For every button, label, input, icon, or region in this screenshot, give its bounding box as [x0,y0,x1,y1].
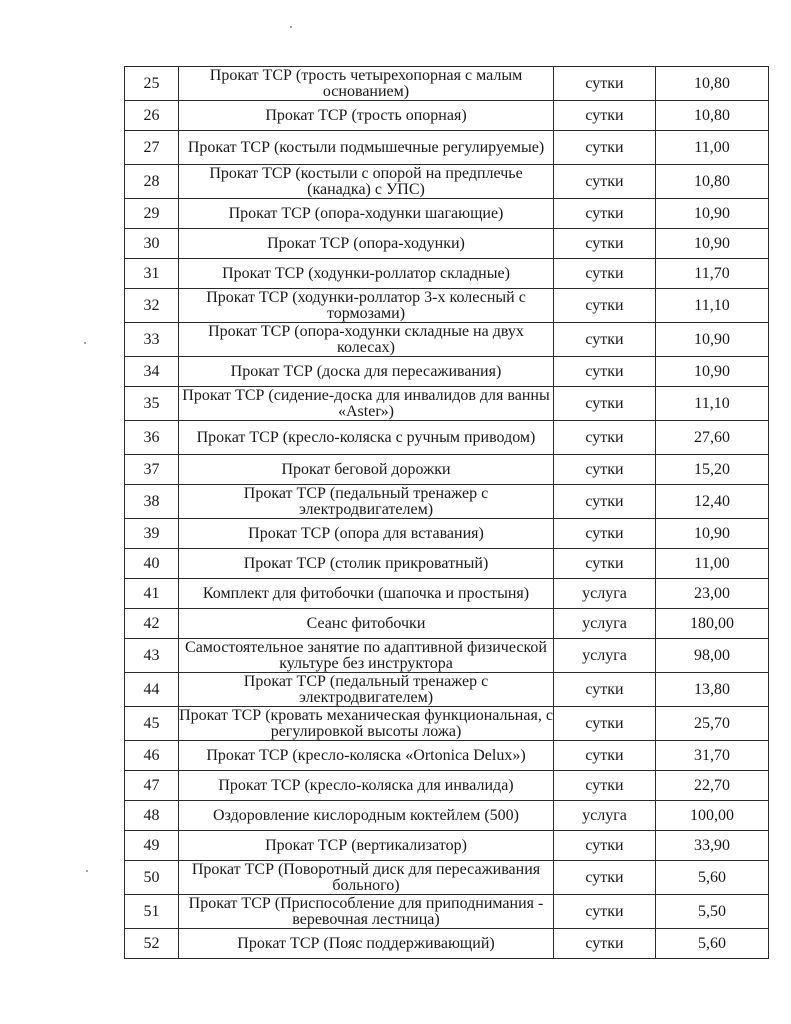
price-cell: 10,80 [656,67,769,101]
price-cell: 22,70 [656,771,769,801]
price-cell: 5,60 [656,929,769,959]
price-cell: 11,10 [656,289,769,323]
service-name-cell: Прокат ТСР (костыли подмышечные регулируемые) [179,131,554,165]
row-number-cell: 27 [125,131,179,165]
row-number-cell: 33 [125,323,179,357]
row-number-cell: 50 [125,861,179,895]
scan-speck [290,26,292,28]
service-name-cell: Прокат ТСР (опора-ходунки складные на двух колесах) [179,323,554,357]
table-row [125,771,769,801]
unit-cell: сутки [554,199,656,229]
price-cell: 5,60 [656,861,769,895]
table-row [125,707,769,741]
row-number-cell: 49 [125,831,179,861]
unit-cell: сутки [554,831,656,861]
row-number-cell: 32 [125,289,179,323]
unit-cell: услуга [554,639,656,673]
unit-cell: сутки [554,421,656,455]
price-cell: 180,00 [656,609,769,639]
table-row [125,639,769,673]
price-cell: 33,90 [656,831,769,861]
table-row [125,609,769,639]
table-row [125,549,769,579]
row-number-cell: 36 [125,421,179,455]
table-row [125,323,769,357]
service-name-cell: Прокат ТСР (Приспособление для приподнимания - веревочная лестница) [179,895,554,929]
unit-cell: услуга [554,609,656,639]
table-row [125,289,769,323]
table-row [125,165,769,199]
table-row [125,229,769,259]
service-name-cell: Прокат ТСР (трость четырехопорная с малым основанием) [179,67,554,101]
price-cell: 27,60 [656,421,769,455]
table-row [125,579,769,609]
service-name-cell: Прокат ТСР (Пояс поддерживающий) [179,929,554,959]
table-row [125,801,769,831]
unit-cell: сутки [554,485,656,519]
unit-cell: сутки [554,895,656,929]
row-number-cell: 30 [125,229,179,259]
service-name-cell: Самостоятельное занятие по адаптивной физической культуре без инструктора [179,639,554,673]
service-name-cell: Прокат ТСР (доска для пересаживания) [179,357,554,387]
scan-speck [86,870,88,872]
table-row [125,387,769,421]
row-number-cell: 41 [125,579,179,609]
service-name-cell: Прокат ТСР (столик прикроватный) [179,549,554,579]
unit-cell: сутки [554,131,656,165]
unit-cell: сутки [554,549,656,579]
price-cell: 31,70 [656,741,769,771]
price-table-body [125,67,769,959]
service-name-cell: Прокат ТСР (педальный тренажер с электродвигателем) [179,673,554,707]
unit-cell: сутки [554,387,656,421]
price-cell: 25,70 [656,707,769,741]
row-number-cell: 28 [125,165,179,199]
price-table [124,66,769,959]
price-cell: 10,90 [656,229,769,259]
unit-cell: сутки [554,741,656,771]
table-row [125,673,769,707]
unit-cell: сутки [554,259,656,289]
unit-cell: сутки [554,165,656,199]
price-cell: 11,00 [656,131,769,165]
unit-cell: сутки [554,771,656,801]
service-name-cell: Прокат ТСР (педальный тренажер с электродвигателем) [179,485,554,519]
row-number-cell: 44 [125,673,179,707]
row-number-cell: 40 [125,549,179,579]
service-name-cell: Комплект для фитобочки (шапочка и простыня) [179,579,554,609]
price-cell: 11,10 [656,387,769,421]
service-name-cell: Прокат ТСР (сидение-доска для инвалидов для ванны «Aster») [179,387,554,421]
table-row [125,485,769,519]
row-number-cell: 25 [125,67,179,101]
row-number-cell: 37 [125,455,179,485]
table-row [125,861,769,895]
unit-cell: сутки [554,67,656,101]
service-name-cell: Прокат ТСР (кровать механическая функциональная, с регулировкой высоты ложа) [179,706,553,740]
table-row [125,131,769,165]
table-row [125,741,769,771]
service-name-cell: Прокат ТСР (кресло-коляска с ручным приводом) [179,421,554,455]
price-cell: 13,80 [656,673,769,707]
table-row [125,895,769,929]
table-row [125,357,769,387]
unit-cell: сутки [554,861,656,895]
row-number-cell: 47 [125,771,179,801]
service-name-cell: Прокат ТСР (Поворотный диск для пересаживания больного) [179,861,554,895]
price-cell: 10,90 [656,357,769,387]
unit-cell: сутки [554,101,656,131]
service-name-cell: Прокат ТСР (костыли с опорой на предплечье (канадка) с УПС) [179,165,554,199]
row-number-cell: 26 [125,101,179,131]
unit-cell: сутки [554,289,656,323]
service-name-cell: Оздоровление кислородным коктейлем (500) [179,801,554,831]
row-number-cell: 29 [125,199,179,229]
unit-cell: сутки [554,323,656,357]
scan-speck [84,342,86,344]
price-cell: 10,90 [656,323,769,357]
table-row [125,67,769,101]
service-name-cell: Сеанс фитобочки [179,609,554,639]
row-number-cell: 46 [125,741,179,771]
service-name-cell: Прокат ТСР (ходунки-роллатор 3-х колесный с тормозами) [179,289,554,323]
price-cell: 10,90 [656,519,769,549]
table-row [125,831,769,861]
service-name-cell: Прокат ТСР (ходунки-роллатор складные) [179,259,554,289]
service-name-cell: Прокат ТСР (опора-ходунки шагающие) [179,199,554,229]
unit-cell: сутки [554,357,656,387]
unit-cell: сутки [554,929,656,959]
price-cell: 10,90 [656,199,769,229]
row-number-cell: 35 [125,387,179,421]
row-number-cell: 38 [125,485,179,519]
price-cell: 23,00 [656,579,769,609]
unit-cell: сутки [554,707,656,741]
price-cell: 100,00 [656,801,769,831]
unit-cell: услуга [554,801,656,831]
row-number-cell: 43 [125,639,179,673]
price-cell: 11,70 [656,259,769,289]
unit-cell: сутки [554,673,656,707]
service-name-cell: Прокат ТСР (опора-ходунки) [179,229,554,259]
service-name-cell: Прокат ТСР (кресло-коляска для инвалида) [179,771,554,801]
table-row [125,199,769,229]
row-number-cell: 34 [125,357,179,387]
price-cell: 12,40 [656,485,769,519]
service-name-cell: Прокат ТСР (трость опорная) [179,101,554,131]
price-cell: 10,80 [656,165,769,199]
service-name-cell: Прокат ТСР (кресло-коляска «Ortonica Delux») [179,741,554,771]
row-number-cell: 42 [125,609,179,639]
unit-cell: сутки [554,455,656,485]
unit-cell: сутки [554,519,656,549]
table-row [125,101,769,131]
unit-cell: сутки [554,229,656,259]
unit-cell: услуга [554,579,656,609]
service-name-cell: Прокат ТСР (опора для вставания) [179,519,554,549]
table-row [125,421,769,455]
table-row [125,929,769,959]
price-cell: 15,20 [656,455,769,485]
table-row [125,455,769,485]
table-row [125,519,769,549]
row-number-cell: 51 [125,895,179,929]
row-number-cell: 31 [125,259,179,289]
row-number-cell: 45 [125,707,179,741]
service-name-cell: Прокат ТСР (вертикализатор) [179,831,554,861]
table-row [125,259,769,289]
price-cell: 98,00 [656,639,769,673]
price-cell: 11,00 [656,549,769,579]
price-cell: 10,80 [656,101,769,131]
row-number-cell: 48 [125,801,179,831]
service-name-cell: Прокат беговой дорожки [179,455,554,485]
row-number-cell: 52 [125,929,179,959]
row-number-cell: 39 [125,519,179,549]
price-cell: 5,50 [656,895,769,929]
